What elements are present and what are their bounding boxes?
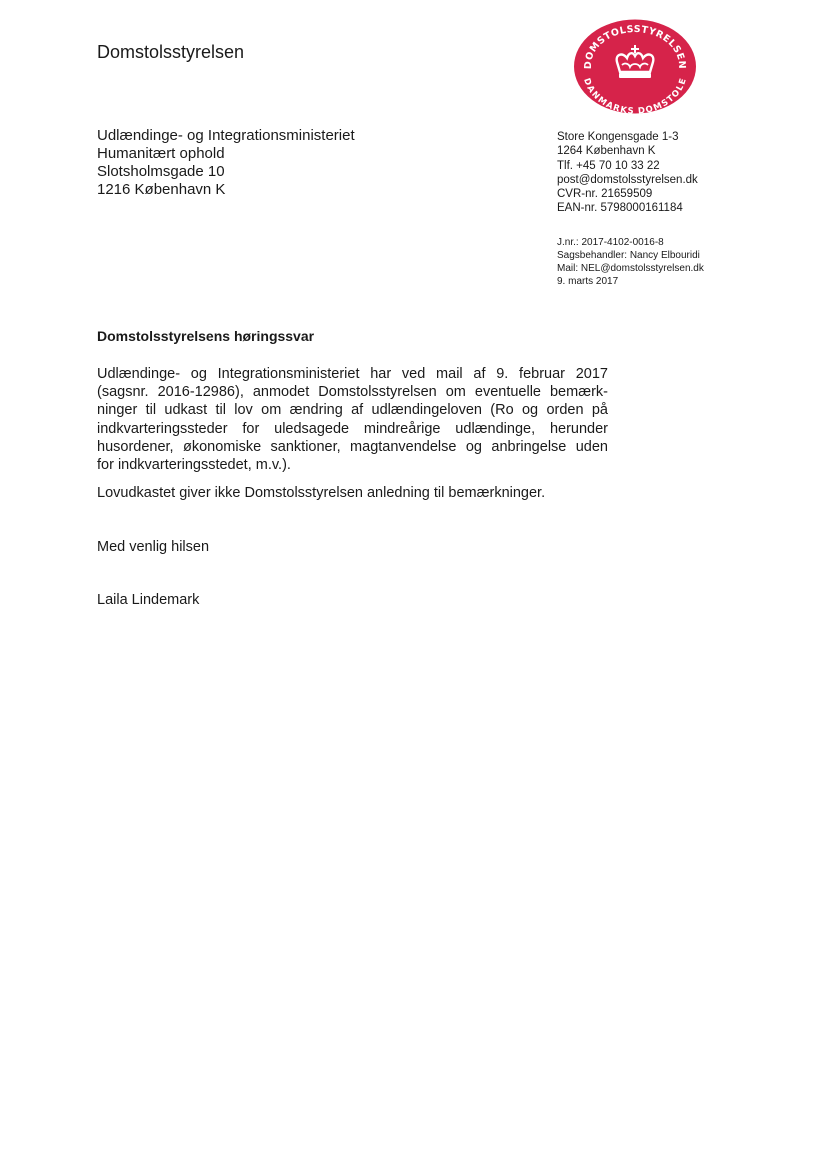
sender-line: post@domstolsstyrelsen.dk — [557, 173, 698, 186]
sender-line: CVR-nr. 21659509 — [557, 188, 653, 201]
domstolsstyrelsen-logo — [573, 18, 697, 115]
sender-address — [557, 130, 698, 216]
paragraph-line: Udlændinge- og Integrationsministeriet har ved mail af 9. februar 2017 — [97, 366, 608, 382]
recipient-line: Humanitært ophold — [97, 145, 225, 162]
sender-line: Tlf. +45 70 10 33 22 — [557, 159, 660, 172]
paragraph-line: ninger til udkast til lov om ændring af udlændingeloven (Ro og orden på — [97, 402, 608, 419]
letter-closing: Med venlig hilsen — [97, 539, 210, 555]
case-info-line: Sagsbehandler: Nancy Elbouridi — [557, 250, 700, 261]
recipient-line: Udlændinge- og Integrationsministeriet — [97, 127, 355, 144]
recipient-address — [97, 127, 355, 199]
paragraph-line: indkvarteringssteder for uledsagede mindreårige udlændinge, herunder — [97, 420, 608, 437]
organization-name: Domstolsstyrelsen — [97, 42, 245, 62]
sender-line: 1264 København K — [557, 145, 656, 158]
paragraph-line: for indkvarteringsstedet, m.v.). — [97, 456, 291, 473]
sender-line: Store Kongensgade 1-3 — [557, 131, 679, 143]
signer-name: Laila Lindemark — [97, 592, 200, 608]
sender-line: EAN-nr. 5798000161184 — [557, 202, 683, 215]
paragraph-line: (sagsnr. 2016-12986), anmodet Domstolsstyrelsen om eventuelle bemærk- — [97, 384, 608, 401]
letter-subject: Domstolsstyrelsens høringssvar — [97, 328, 315, 344]
case-info-line: J.nr.: 2017-4102-0016-8 — [557, 237, 664, 248]
recipient-line: 1216 København K — [97, 181, 226, 198]
paragraph-line: husordener, økonomiske sanktioner, magtanvendelse og anbringelse uden — [97, 438, 608, 455]
logo-bottom-text: DANMARKS DOMSTOLE — [581, 77, 689, 115]
case-info-line: Mail: NEL@domstolsstyrelsen.dk — [557, 263, 704, 274]
letter-paragraph-2: Lovudkastet giver ikke Domstolsstyrelsen anledning til bemærkninger. — [97, 485, 546, 501]
letter-date: 9. marts 2017 — [557, 276, 619, 287]
letter-paragraph-1 — [97, 365, 608, 474]
recipient-line: Slotsholmsgade 10 — [97, 163, 225, 180]
logo-top-text: DOMSTOLSSTYRELSEN — [582, 23, 688, 70]
case-info — [557, 236, 704, 288]
